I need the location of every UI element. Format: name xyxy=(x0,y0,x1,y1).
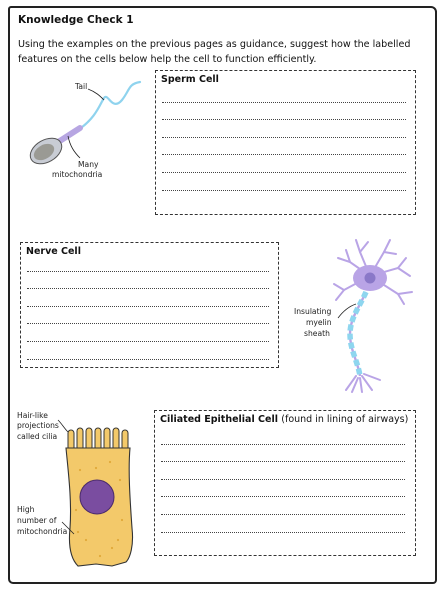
sperm-mito-label-line2: mitochondria xyxy=(52,170,103,179)
ciliated-cell-heading: Ciliated Epithelial Cell (found in lining of airways) xyxy=(160,414,409,425)
cilia-label-line1: Hair-like xyxy=(17,411,48,420)
sperm-cell-heading: Sperm Cell xyxy=(161,74,219,85)
sperm-tail-label: Tail xyxy=(75,82,88,91)
cilia-label-line2: projections xyxy=(17,421,59,430)
nerve-cell-heading: Nerve Cell xyxy=(26,246,81,257)
epi-mito-label-line2: number of xyxy=(17,516,57,525)
epi-mito-label-line3: mitochondria xyxy=(17,527,68,536)
epithelial-nucleus xyxy=(80,480,114,514)
cilia-label-line3: called cilia xyxy=(17,432,58,441)
page-title: Knowledge Check 1 xyxy=(18,14,134,26)
myelin-label-line1: Insulating xyxy=(294,307,332,316)
sperm-mito-label-line1: Many xyxy=(78,160,99,169)
instructions-text: Using the examples on the previous pages as guidance, suggest how the labelled features on the cells below help the cell to function efficiently. xyxy=(18,39,411,65)
myelin-label-line3: sheath xyxy=(304,329,330,338)
myelin-label-line2: myelin xyxy=(306,318,332,327)
epi-mito-label-line1: High xyxy=(17,505,35,514)
